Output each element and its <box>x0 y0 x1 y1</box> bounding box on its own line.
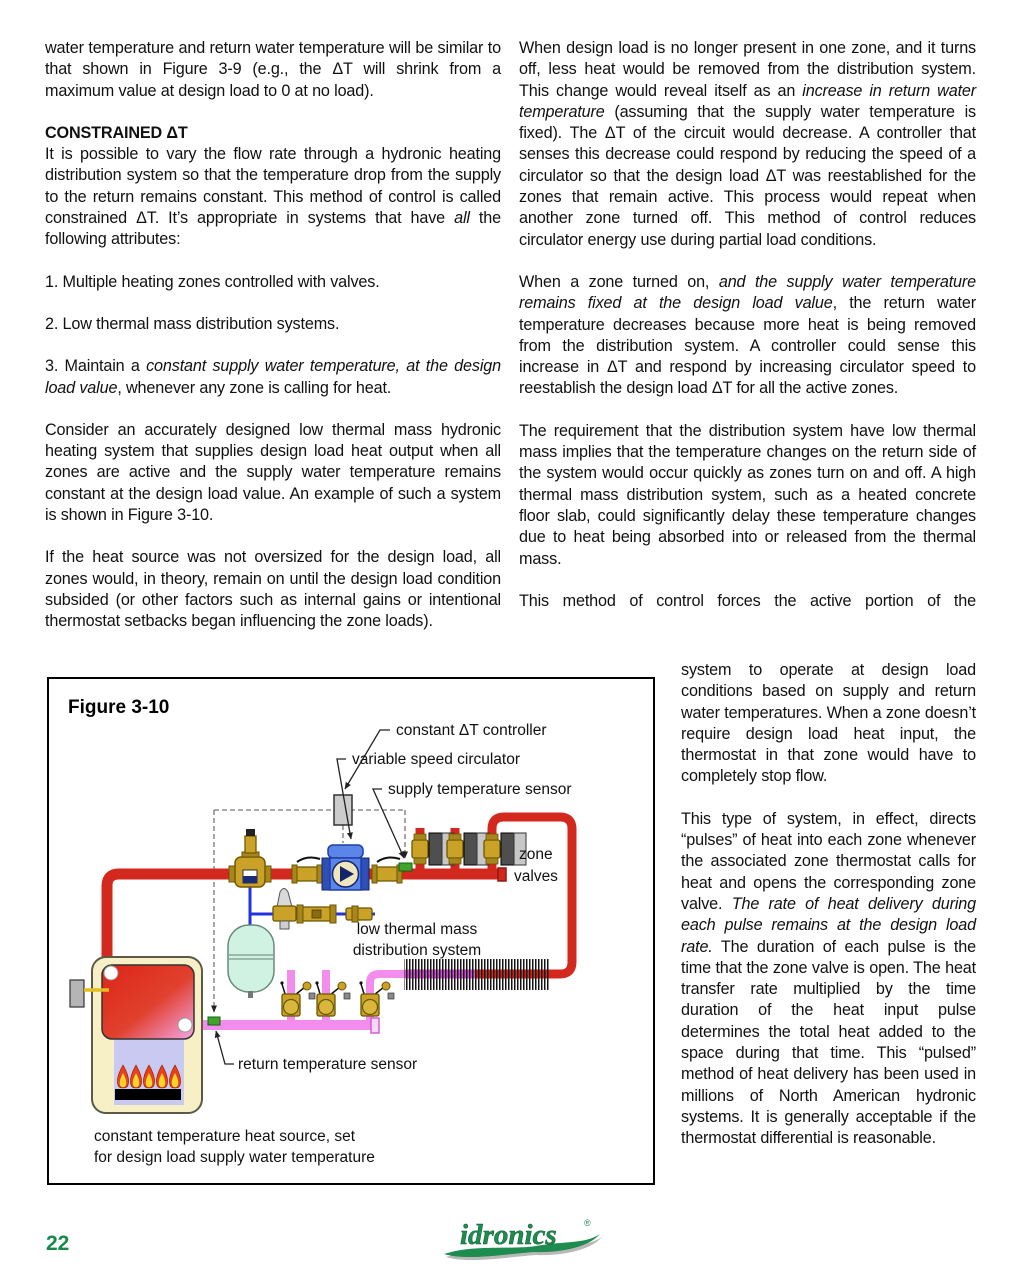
list-item: 3. Maintain a constant supply water temperature, at the design load value, whenever any zone is calling for heat. <box>45 357 501 397</box>
return-main-end-cap <box>371 1018 379 1033</box>
figure-caption-line1: constant temperature heat source, set <box>94 1128 356 1145</box>
isolation-valve-right <box>372 858 402 883</box>
delta-t-controller-box <box>334 795 352 825</box>
idronics-logo <box>436 1214 606 1274</box>
paragraph: When design load is no longer present in one zone, and it turns off, less heat would be removed from the distribution system. This change would reveal itself as an increase in return water temperature (assuming that the supply water temperature is fixed). The ΔT of the circuit would decrease. A controller that senses this decrease could respond by reducing the speed of a circulator so that the design load ΔT was reestablished for the zones that remain active. This process would repeat when another zone turned off. This method of control reduces circulator energy use during partial load conditions. <box>519 39 977 249</box>
air-separator <box>229 829 271 887</box>
right-column-narrow <box>681 660 976 1150</box>
purge-valve-1 <box>280 981 315 1016</box>
backflow-preventer <box>297 905 336 923</box>
label-zone-valves-1: zone <box>519 846 553 863</box>
label-zone-valves-2: valves <box>514 868 558 885</box>
paragraph: Consider an accurately designed low thermal mass hydronic heating system that supplies design load heat output when all zones are active and the supply water temperature remains constant at the design load value. An example of such a system is shown in Figure 3-10. <box>45 420 501 525</box>
isolation-valve-left <box>292 858 322 883</box>
logo-reg-mark: ® <box>584 1218 591 1228</box>
list-item: 2. Low thermal mass distribution systems. <box>45 314 340 333</box>
left-column <box>45 38 501 633</box>
paragraph: The requirement that the distribution system have low thermal mass implies that the temperature changes on the return side of the system would occur quickly as zones turn on and off. A high thermal mass distribution system, such as a heated concrete floor slab, could significantly delay these temperature changes due to heat being absorbed into or released from the thermal mass. <box>519 421 976 568</box>
label-distribution-1: low thermal mass <box>356 921 478 938</box>
hydronic-system-diagram <box>49 679 649 1179</box>
aquastat <box>70 980 84 1007</box>
air-vent <box>245 836 256 853</box>
right-column <box>519 38 976 612</box>
label-return-sensor: return temperature sensor <box>238 1056 418 1073</box>
logo-text: idronics <box>460 1219 557 1251</box>
return-sensor <box>208 1017 220 1025</box>
purge-valve-2 <box>315 981 350 1016</box>
zone-valve-2 <box>447 833 489 865</box>
paragraph: If the heat source was not oversized for the design load, all zones would, in theory, remain on until the design load condition subsided (or other factors such as internal gains or intentional thermostat setbacks began influencing the zone loads). <box>45 548 501 631</box>
boiler <box>70 957 202 1113</box>
section-heading: CONSTRAINED ΔT <box>45 123 188 142</box>
label-supply-sensor: supply temperature sensor <box>388 781 572 798</box>
purge-valve-3 <box>359 981 394 1016</box>
burner-bar <box>115 1089 181 1100</box>
finned-tube-baseboard <box>404 959 550 990</box>
union-fitting <box>346 906 372 922</box>
page-number: 22 <box>46 1232 70 1255</box>
figure-title: Figure 3-10 <box>68 697 170 718</box>
figure-3-10 <box>47 677 655 1185</box>
expansion-tank <box>228 925 274 998</box>
supply-connection <box>104 966 118 980</box>
paragraph: It is possible to vary the flow rate through a hydronic heating distribution system so that the temperature drop from the supply to the return remains constant. This method of control is called constrained ΔT. It’s appropriate in systems that have all the following attributes: <box>45 145 501 249</box>
return-connection <box>178 1018 192 1032</box>
paragraph: system to operate at design load conditions based on supply and return water temperatures. When a zone doesn’t require design load heat input, the thermostat in that zone would have to completely stop flow. <box>681 661 976 786</box>
supply-main-end-cap <box>498 868 506 881</box>
pressure-reducing-valve <box>273 889 296 930</box>
figure-caption-line2: for design load supply water temperature <box>94 1149 375 1166</box>
list-item: 1. Multiple heating zones controlled with valves. <box>45 272 380 291</box>
supply-sensor <box>399 863 412 871</box>
label-circulator: variable speed circulator <box>352 751 521 768</box>
label-controller: constant ΔT controller <box>396 722 547 739</box>
paragraph: water temperature and return water temperature will be similar to that shown in Figure 3-9 (e.g., the ΔT will shrink from a maximum value at design load to 0 at no load). <box>45 39 501 100</box>
paragraph: This type of system, in effect, directs “pulses” of heat into each zone whenever the associated zone thermostat calls for heat and opens the corresponding zone valve. The rate of heat delivery during each pulse remains at the design load rate. The duration of each pulse is the time that the zone valve is open. The heat transfer rate multiplied by the time duration of the heat input pulse determines the total heat added to the space during that time. This “pulsed” method of heat delivery has been used in millions of North American hydronic systems. It is generally acceptable if the thermostat differential is reasonable. <box>681 809 976 1148</box>
variable-speed-circulator <box>322 845 369 890</box>
label-distribution-2: distribution system <box>352 942 482 959</box>
paragraph: When a zone turned on, and the supply water temperature remains fixed at the design load value, the return water temperature decreases because more heat is being removed from the distribution system. A controller could sense this increase in ΔT and respond by increasing circulator speed to reestablish the design load ΔT for all the active zones. <box>519 272 976 398</box>
paragraph-first-line: This method of control forces the active portion of the <box>519 591 976 610</box>
